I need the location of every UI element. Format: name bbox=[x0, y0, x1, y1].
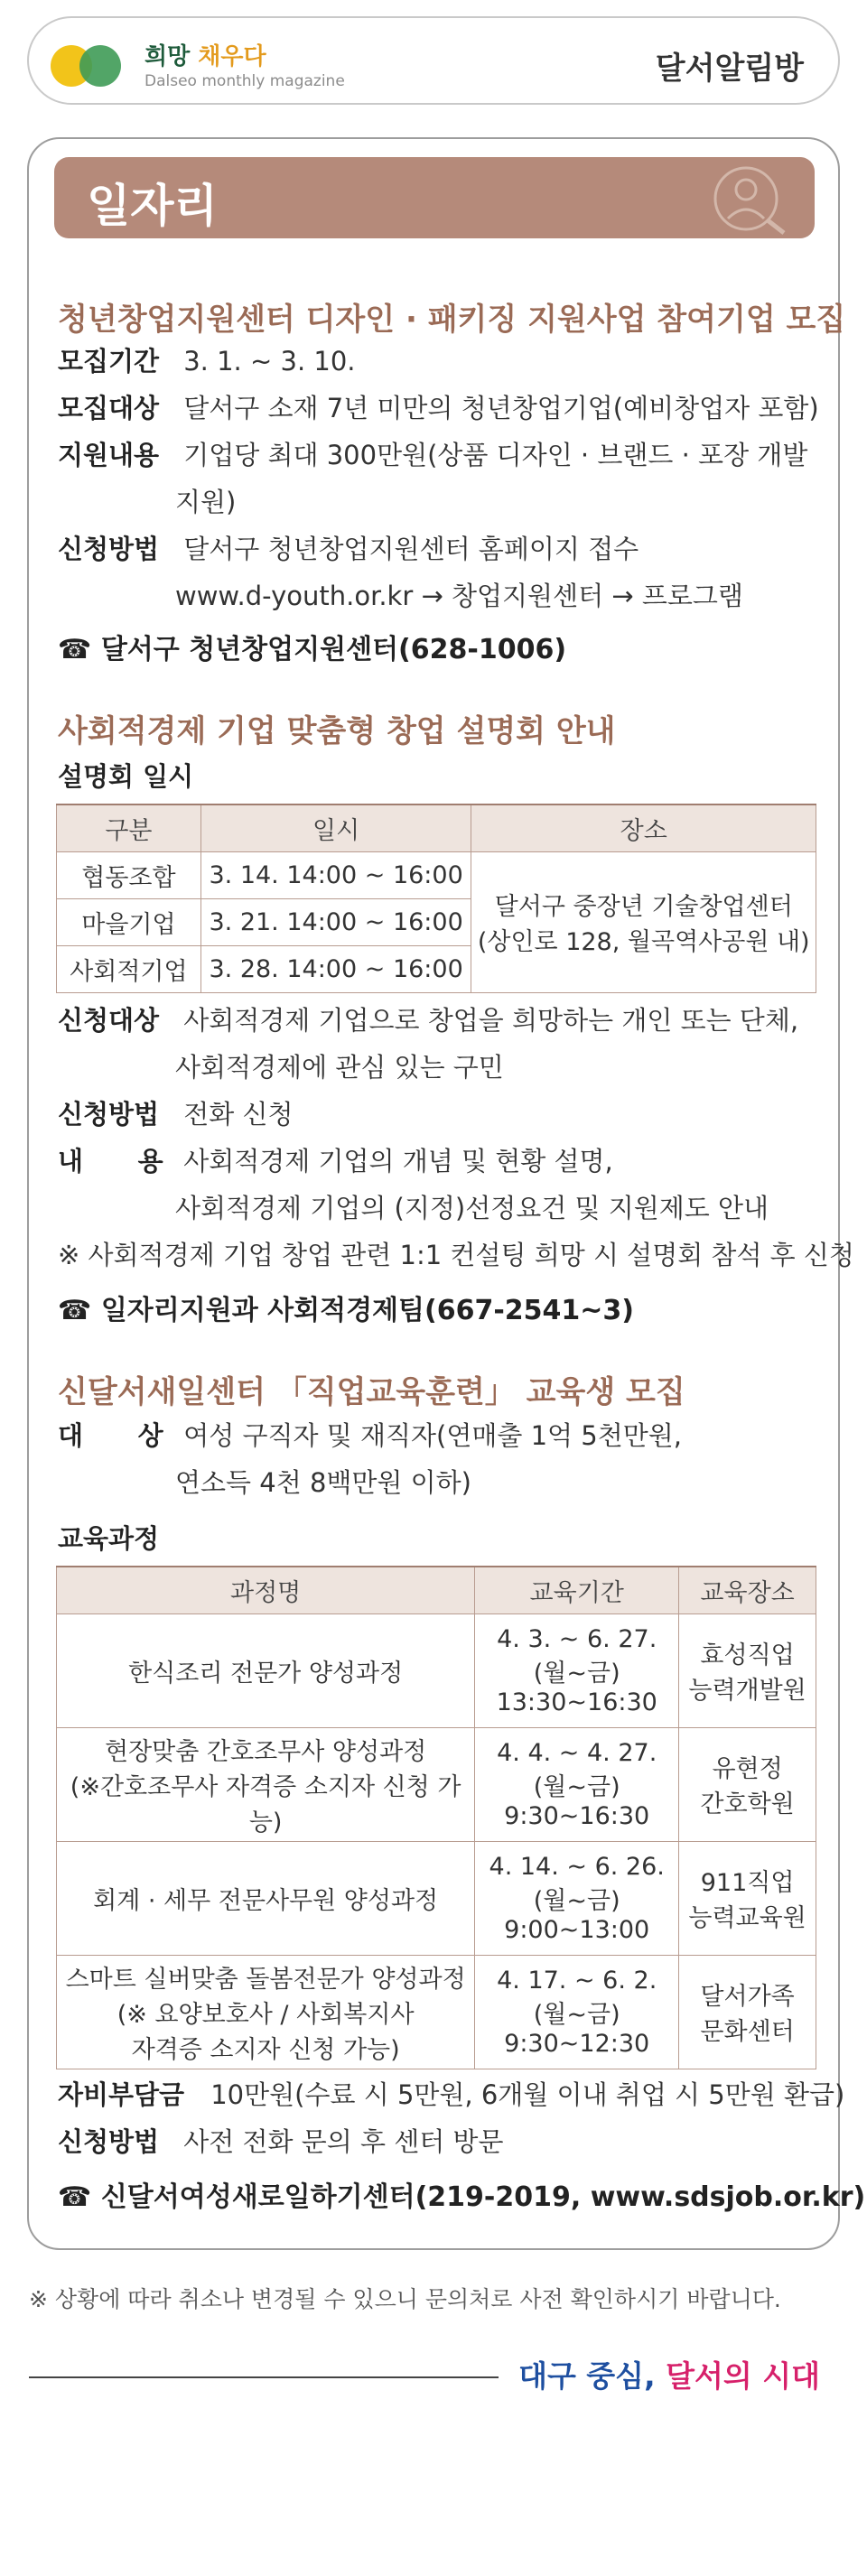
slogan-part-a: 대구 중심, bbox=[518, 2358, 656, 2394]
period-line: (월~금) bbox=[533, 1886, 620, 1915]
course-name-line: 회계 · 세무 전문사무원 양성과정 bbox=[93, 1886, 439, 1915]
section1-support-row bbox=[58, 432, 807, 479]
place-line: 효성직업 bbox=[700, 1641, 795, 1669]
row-value: 달서구 청년창업지원센터 홈페이지 접수 bbox=[183, 534, 639, 564]
course-place bbox=[679, 1955, 816, 2069]
slogan-part-b: 달서의 시대 bbox=[666, 2358, 820, 2394]
course-place bbox=[679, 1613, 816, 1727]
place-line: 문화센터 bbox=[700, 2018, 795, 2046]
section2-target-row bbox=[58, 997, 798, 1044]
section2-title: 사회적경제 기업 맞춤형 창업 설명회 안내 bbox=[58, 713, 616, 749]
row-label: 내 용 bbox=[58, 1146, 163, 1176]
section1-target-row bbox=[58, 385, 819, 432]
place-line: 능력개발원 bbox=[688, 1677, 806, 1705]
section3-target-row bbox=[58, 1412, 682, 1459]
period-line: 4. 3. ~ 6. 27. bbox=[497, 1624, 657, 1653]
place-line: 911직업 bbox=[700, 1869, 795, 1897]
row-label: 모집기간 bbox=[58, 346, 160, 377]
table-header: 장소 bbox=[471, 804, 816, 851]
row-value: 사전 전화 문의 후 센터 방문 bbox=[183, 2126, 504, 2157]
category-banner bbox=[54, 157, 815, 238]
period-line: (월~금) bbox=[533, 1772, 620, 1801]
row-label: 지원내용 bbox=[58, 440, 160, 470]
table-cell: 사회적기업 bbox=[57, 945, 201, 992]
section1-contact: ☎ 달서구 청년창업지원센터(628-1006) bbox=[58, 634, 567, 665]
table-cell: 3. 21. 14:00 ~ 16:00 bbox=[200, 898, 471, 945]
magazine-header bbox=[27, 16, 840, 105]
course-name bbox=[57, 1841, 475, 1955]
job-seeker-icon bbox=[708, 163, 789, 235]
period-line: 4. 14. ~ 6. 26. bbox=[489, 1852, 665, 1881]
brand-name-a: 희망 bbox=[144, 43, 191, 70]
place-line: (상인로 128, 월곡역사공원 내) bbox=[477, 928, 810, 956]
row-label: 자비부담금 bbox=[58, 2079, 185, 2110]
course-name-line: 자격증 소지자 신청 가능) bbox=[131, 2035, 400, 2064]
row-value: 10만원(수료 시 5만원, 6개월 이내 취업 시 5만원 환급) bbox=[210, 2079, 845, 2110]
category-title: 일자리 bbox=[87, 180, 218, 232]
place-line: 유현정 bbox=[712, 1755, 783, 1783]
place-line: 달서구 중장년 기술창업센터 bbox=[494, 893, 793, 921]
section2-apply-row bbox=[58, 1091, 294, 1138]
period-line: 9:00~13:00 bbox=[504, 1915, 650, 1944]
section1-title: 청년창업지원센터 디자인 · 패키징 지원사업 참여기업 모집 bbox=[58, 302, 846, 338]
section1-apply-row bbox=[58, 525, 639, 572]
table-cell-place bbox=[471, 851, 816, 992]
section3-apply-row bbox=[58, 2118, 503, 2165]
row-value: 전화 신청 bbox=[183, 1099, 294, 1130]
row-label: 모집대상 bbox=[58, 393, 160, 423]
footer-note: ※ 상황에 따라 취소나 변경될 수 있으니 문의처로 사전 확인하시기 바랍니다. bbox=[29, 2286, 781, 2312]
table-cell: 협동조합 bbox=[57, 851, 201, 898]
course-name-line: 한식조리 전문가 양성과정 bbox=[128, 1659, 404, 1688]
table-header: 교육장소 bbox=[679, 1567, 816, 1613]
row-value: 기업당 최대 300만원(상품 디자인 · 브랜드 · 포장 개발 bbox=[183, 440, 808, 470]
row-value: 달서구 소재 7년 미만의 청년창업기업(예비창업자 포함) bbox=[183, 393, 819, 423]
course-name-line: (※간호조무사 자격증 소지자 신청 가능) bbox=[70, 1772, 461, 1837]
section3-subhead: 교육과정 bbox=[58, 1523, 160, 1554]
table-row bbox=[57, 851, 816, 898]
brand-name-b: 채우다 bbox=[198, 43, 266, 70]
table-row bbox=[57, 1613, 816, 1727]
table-cell: 마을기업 bbox=[57, 898, 201, 945]
course-period bbox=[475, 1841, 679, 1955]
row-value: 사회적경제 기업의 개념 및 현황 설명, bbox=[183, 1146, 613, 1176]
period-line: (월~금) bbox=[533, 1659, 620, 1688]
row-value-cont: 사회적경제에 관심 있는 구민 bbox=[175, 1052, 504, 1083]
place-line: 달서가족 bbox=[700, 1983, 795, 2011]
row-label: 신청방법 bbox=[58, 2126, 160, 2157]
row-label: 신청대상 bbox=[58, 1005, 160, 1036]
period-line: 4. 4. ~ 4. 27. bbox=[497, 1738, 657, 1767]
course-table bbox=[56, 1566, 816, 2069]
table-header: 일시 bbox=[200, 804, 471, 851]
consulting-note: ※ 사회적경제 기업 창업 관련 1:1 컨설팅 희망 시 설명회 참석 후 신청 bbox=[58, 1240, 854, 1270]
place-line: 간호학원 bbox=[700, 1790, 795, 1818]
row-value: 여성 구직자 및 재직자(연매출 1억 5천만원, bbox=[183, 1420, 682, 1451]
row-label: 신청방법 bbox=[58, 534, 160, 564]
row-value: 사회적경제 기업으로 창업을 희망하는 개인 또는 단체, bbox=[183, 1005, 799, 1036]
section1-period-row bbox=[58, 338, 356, 385]
section2-content-row bbox=[58, 1138, 613, 1185]
brand-name bbox=[144, 38, 266, 71]
table-header: 교육기간 bbox=[475, 1567, 679, 1613]
section2-subhead: 설명회 일시 bbox=[58, 761, 194, 792]
table-header: 과정명 bbox=[57, 1567, 475, 1613]
place-line: 능력교육원 bbox=[688, 1904, 806, 1932]
section-label: 달서알림방 bbox=[655, 51, 804, 87]
course-place bbox=[679, 1727, 816, 1841]
course-name bbox=[57, 1613, 475, 1727]
section2-contact: ☎ 일자리지원과 사회적경제팀(667-2541~3) bbox=[58, 1295, 635, 1326]
period-line: 9:30~12:30 bbox=[504, 2029, 650, 2058]
table-header: 구분 bbox=[57, 804, 201, 851]
period-line: 9:30~16:30 bbox=[504, 1801, 650, 1830]
row-value-cont: 지원) bbox=[175, 487, 237, 517]
row-label: 신청방법 bbox=[58, 1099, 160, 1130]
footer-divider bbox=[29, 2376, 499, 2378]
table-row bbox=[57, 1727, 816, 1841]
table-row bbox=[57, 1955, 816, 2069]
course-name-line: (※ 요양보호사 / 사회복지사 bbox=[117, 2000, 415, 2029]
course-place bbox=[679, 1841, 816, 1955]
course-period bbox=[475, 1955, 679, 2069]
row-value: 3. 1. ~ 3. 10. bbox=[183, 346, 356, 377]
table-cell: 3. 14. 14:00 ~ 16:00 bbox=[200, 851, 471, 898]
period-line: 13:30~16:30 bbox=[496, 1688, 657, 1716]
content-card bbox=[27, 137, 866, 2250]
brand-subtitle: Dalseo monthly magazine bbox=[144, 72, 345, 90]
course-name bbox=[57, 1955, 475, 2069]
section3-fee-row bbox=[58, 2071, 844, 2118]
course-name-line: 현장맞춤 간호조무사 양성과정 bbox=[105, 1737, 427, 1766]
row-label: 대 상 bbox=[58, 1420, 163, 1451]
row-value-cont: 사회적경제 기업의 (지정)선정요건 및 지원제도 안내 bbox=[175, 1193, 769, 1223]
row-value-cont: 연소득 4천 8백만원 이하) bbox=[175, 1467, 471, 1498]
period-line: 4. 17. ~ 6. 2. bbox=[497, 1966, 657, 1995]
website-link[interactable]: www.d-youth.or.kr → 창업지원센터 → 프로그램 bbox=[175, 581, 743, 611]
section3-title: 신달서새일센터 「직업교육훈련」 교육생 모집 bbox=[58, 1374, 685, 1410]
course-name-line: 스마트 실버맞춤 돌봄전문가 양성과정 bbox=[65, 1965, 466, 1994]
course-period bbox=[475, 1727, 679, 1841]
briefing-schedule-table bbox=[56, 804, 816, 993]
period-line: (월~금) bbox=[533, 2000, 620, 2029]
slogan bbox=[518, 2353, 820, 2395]
logo-icon bbox=[51, 38, 141, 88]
section3-contact: ☎ 신달서여성새로일하기센터(219-2019, www.sdsjob.or.kr) bbox=[58, 2181, 866, 2213]
table-cell: 3. 28. 14:00 ~ 16:00 bbox=[200, 945, 471, 992]
table-row bbox=[57, 1841, 816, 1955]
course-name bbox=[57, 1727, 475, 1841]
course-period bbox=[475, 1613, 679, 1727]
